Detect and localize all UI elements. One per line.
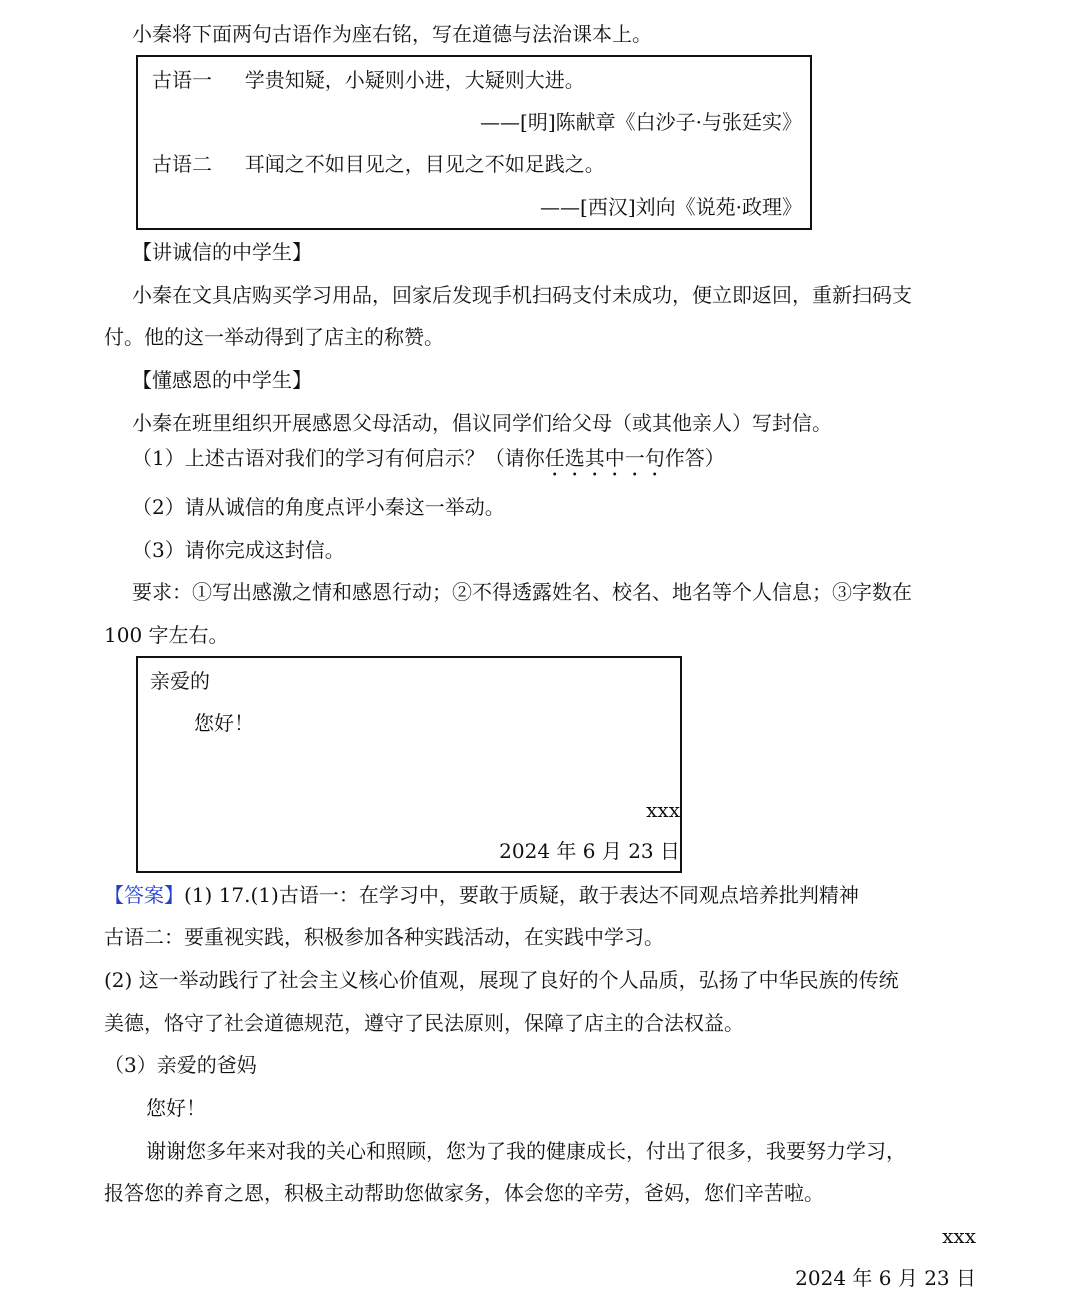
question-2: （2）请从诚信的角度点评小秦这一举动。	[132, 495, 505, 519]
question-1-prefix: （1）上述古语对我们的学习有何启示？（请你	[132, 446, 545, 470]
answer-3-greeting: 您好！	[146, 1096, 206, 1120]
letter-date: 2024 年 6 月 23 日	[499, 839, 680, 863]
answer-tag: 【答案】	[104, 883, 184, 907]
answer-3-date: 2024 年 6 月 23 日	[795, 1266, 976, 1290]
question-1-suffix: 作答）	[664, 446, 725, 470]
quote-1	[152, 66, 585, 94]
quote-2-text: 耳闻之不如目见之，目见之不如足践之。	[244, 152, 605, 176]
answer-3-line-2: 报答您的养育之恩，积极主动帮助您做家务，体会您的辛劳，爸妈，您们辛苦啦。	[104, 1181, 824, 1205]
quote-1-source: ——[明]陈献章《白沙子·与张廷实》	[480, 110, 802, 134]
requirements-line-1: 要求：①写出感激之情和感恩行动；②不得透露姓名、校名、地名等个人信息；③字数在	[132, 580, 912, 604]
quote-2-source: ——[西汉]刘向《说苑·政理》	[540, 195, 802, 219]
quote-1-label: 古语一	[152, 68, 212, 92]
section-1-line-2: 付。他的这一举动得到了店主的称赞。	[104, 325, 444, 349]
letter-signature: xxx	[646, 798, 680, 822]
answer-2-line-1: (2) 这一举动践行了社会主义核心价值观，展现了良好的个人品质，弘扬了中华民族的传统	[104, 968, 899, 992]
answer-3-head: （3）亲爱的爸妈	[104, 1053, 257, 1077]
requirements-line-2: 100 字左右。	[104, 623, 229, 647]
section-1-heading: 【讲诚信的中学生】	[132, 240, 312, 264]
answer-3-line-1: 谢谢您多年来对我的关心和照顾，您为了我的健康成长，付出了很多，我要努力学习，	[146, 1139, 906, 1163]
quote-2	[152, 150, 605, 178]
quote-2-label: 古语二	[152, 152, 212, 176]
quote-1-text: 学贵知疑，小疑则小进，大疑则大进。	[244, 68, 585, 92]
section-2-line-1: 小秦在班里组织开展感恩父母活动，倡议同学们给父母（或其他亲人）写封信。	[132, 411, 832, 435]
answer-2-line-2: 美德，恪守了社会道德规范，遵守了民法原则，保障了店主的合法权益。	[104, 1011, 744, 1035]
intro-text: 小秦将下面两句古语作为座右铭，写在道德与法治课本上。	[132, 22, 652, 46]
question-1	[132, 444, 725, 481]
section-2-heading: 【懂感恩的中学生】	[132, 368, 312, 392]
letter-salutation: 亲爱的	[150, 669, 210, 693]
answer-3-signature: xxx	[942, 1224, 976, 1248]
answer-1-line-2: 古语二：要重视实践，积极参加各种实践活动，在实践中学习。	[104, 925, 664, 949]
answer-1-line-1	[104, 881, 859, 909]
letter-greeting: 您好！	[194, 711, 254, 735]
section-1-line-1: 小秦在文具店购买学习用品，回家后发现手机扫码支付未成功，便立即返回，重新扫码支	[132, 283, 912, 307]
question-3: （3）请你完成这封信。	[132, 538, 345, 562]
question-1-emphasis: 任选其中一句	[544, 446, 665, 470]
answer-1-text: (1) 17.(1)古语一：在学习中，要敢于质疑，敢于表达不同观点培养批判精神	[184, 883, 859, 907]
